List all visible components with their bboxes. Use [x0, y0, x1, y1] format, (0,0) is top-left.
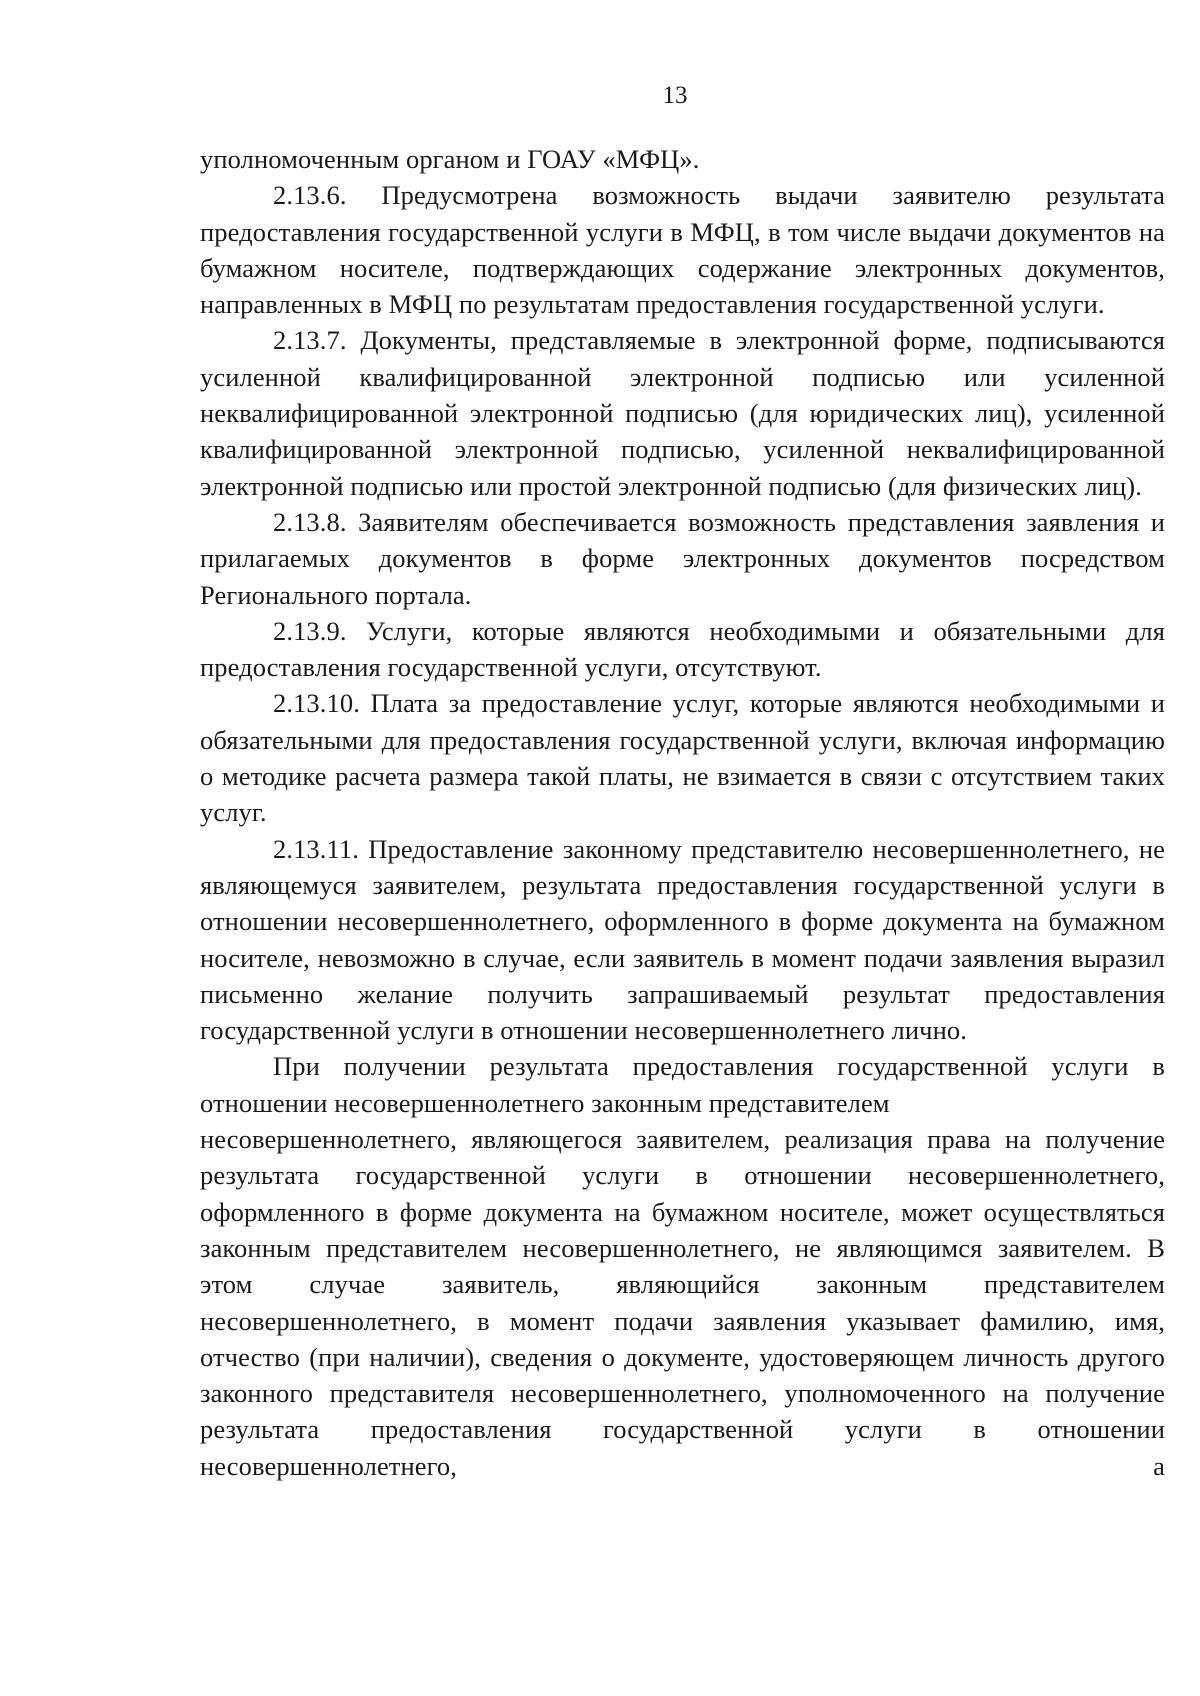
paragraph-2-13-9: 2.13.9. Услуги, которые являются необходимыми и обязательными для предоставления государственной услуги, отсутствуют. — [200, 615, 1165, 683]
page-number: 13 — [662, 82, 688, 109]
paragraph-2-13-10: 2.13.10. Плата за предоставление услуг, которые являются необходимыми и обязательными для предоставления государственной услуги, включая информацию о методике расчета размера такой платы, не взимается в связи с отсутствием таких услуг. — [200, 688, 1165, 828]
paragraph-2-13-7: 2.13.7. Документы, представляемые в электронной форме, подписываются усиленной квалифицированной электронной подписью или усиленной неквалифицированной электронной подписью (для юридических лиц), усиленной квалифицированной электронной подписью, усиленной неквалифицированной электронной подписью или простой электронной подписью (для физических лиц). — [200, 325, 1165, 501]
paragraph-2-13-11: 2.13.11. Предоставление законному представителю несовершеннолетнего, не являющемуся заявителем, результата предоставления государственной услуги в отношении несовершеннолетнего, оформленного в форме документа на бумажном носителе, невозможно в случае, если заявитель в момент подачи заявления выразил письменно желание получить запрашиваемый результат предоставления государственной услуги в отношении несовершеннолетнего лично. — [200, 833, 1165, 1046]
paragraph-receipt-intro: При получении результата предоставления государственной услуги в отношении несовершеннолетнего законным представителем — [200, 1051, 1165, 1118]
document-body — [200, 141, 1165, 1484]
paragraph-continuation: уполномоченным органом и ГОАУ «МФЦ». — [200, 144, 700, 174]
paragraph-receipt-body: несовершеннолетнего, являющегося заявителем, реализация права на получение результата государственной услуги в отношении несовершеннолетнего, оформленного в форме документа на бумажном носителе, может осуществляться законным представителем несовершеннолетнего, не являющимся заявителем. В этом случае заявитель, являющийся законным представителем несовершеннолетнего, в момент подачи заявления указывает фамилию, имя, отчество (при наличии), сведения о документе, удостоверяющем личность другого законного представителя несовершеннолетнего, уполномоченного на получение результата предоставления государственной услуги в отношении несовершеннолетнего, а — [200, 1124, 1165, 1481]
paragraph-2-13-6: 2.13.6. Предусмотрена возможность выдачи заявителю результата предоставления государственной услуги в МФЦ, в том числе выдачи документов на бумажном носителе, подтверждающих содержание электронных документов, направленных в МФЦ по результатам предоставления государственной услуги. — [200, 180, 1165, 320]
paragraph-2-13-8: 2.13.8. Заявителям обеспечивается возможность представления заявления и прилагаемых документов в форме электронных документов посредством Регионального портала. — [200, 506, 1165, 610]
